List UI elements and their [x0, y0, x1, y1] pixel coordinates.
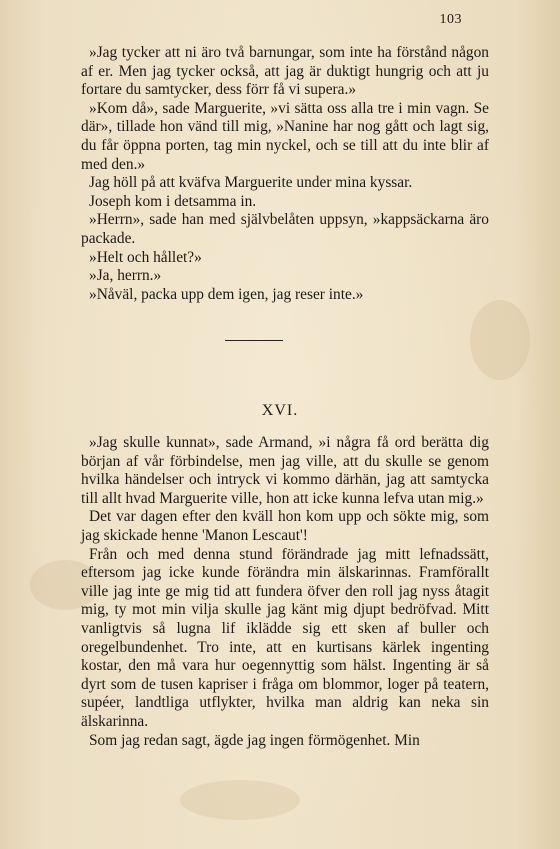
paragraph: Som jag redan sagt, ägde jag ingen förmögenhet. Min [89, 731, 420, 749]
paragraph: »Ja, herrn.» [89, 267, 162, 285]
paragraph: Från och med denna stund förändrade jag mitt lefnadssätt, eftersom jag icke kunde förändra min älskarinnas. Framförallt ville jag inte ge mig tid att fundera öfver den roll jag nyss åtagit mig, ty mot min vilja skulle jag känt mig djupt bedröfvad. Mitt vanligtvis så lugna lif iklädde sig ett sken af buller och oregelbundenhet. Tro inte, att en kurtisans kärlek ingenting kostar, den må vara hur oegennyttig som hälst. Ingenting är så dyrt som de tusen kapriser i fråga om blommor, loger på teatern, supéer, landtliga utflykter, hvilka man aldrig kan neka sin älskarinna. [81, 545, 489, 730]
paragraph: »Jag skulle kunnat», sade Armand, »i några få ord berätta dig början af vår förbindelse, men jag ville, att du skulle se genom hvilka händelser och intryck vi kommo därhän, jag att samtycka till allt hvad Marguerite ville, hon att icke kunna lefva utan mig.» [81, 434, 489, 507]
page-number: 103 [439, 12, 462, 27]
paragraph: Joseph kom i detsamma in. [89, 192, 257, 210]
paper-stain [180, 780, 300, 820]
paragraph: »Nåväl, packa upp dem igen, jag reser inte.» [89, 285, 364, 303]
paragraph: Jag höll på att kväfva Marguerite under mina kyssar. [89, 174, 413, 192]
paragraph: Det var dagen efter den kväll hon kom upp och sökte mig, som jag skickade henne 'Manon Lescaut'! [81, 508, 489, 544]
paragraph: »Helt och hållet?» [89, 248, 202, 266]
paragraph: »Kom då», sade Marguerite, »vi sätta oss alla tre i min vagn. Se där», tillade hon vänd till mig, »Nanine har nog gått och lagt sig, du får öppna porten, tag min nyckel, och se till att du inte blir af med den.» [81, 99, 489, 173]
top-text-block [81, 44, 489, 304]
paragraph: »Herrn», sade han med självbelåten uppsyn, »kappsäckarna äro packade. [81, 211, 489, 247]
paragraph: »Jag tycker att ni äro två barnungar, som inte ha förstånd någon af er. Men jag tycker också, att jag är duktigt hungrig och att ju fortare du samtycker, dess förr få vi supera.» [81, 44, 489, 99]
section-divider [225, 340, 283, 341]
bottom-text-block [81, 434, 489, 750]
chapter-heading: XVI. [261, 402, 299, 419]
paper-stain [470, 300, 530, 380]
